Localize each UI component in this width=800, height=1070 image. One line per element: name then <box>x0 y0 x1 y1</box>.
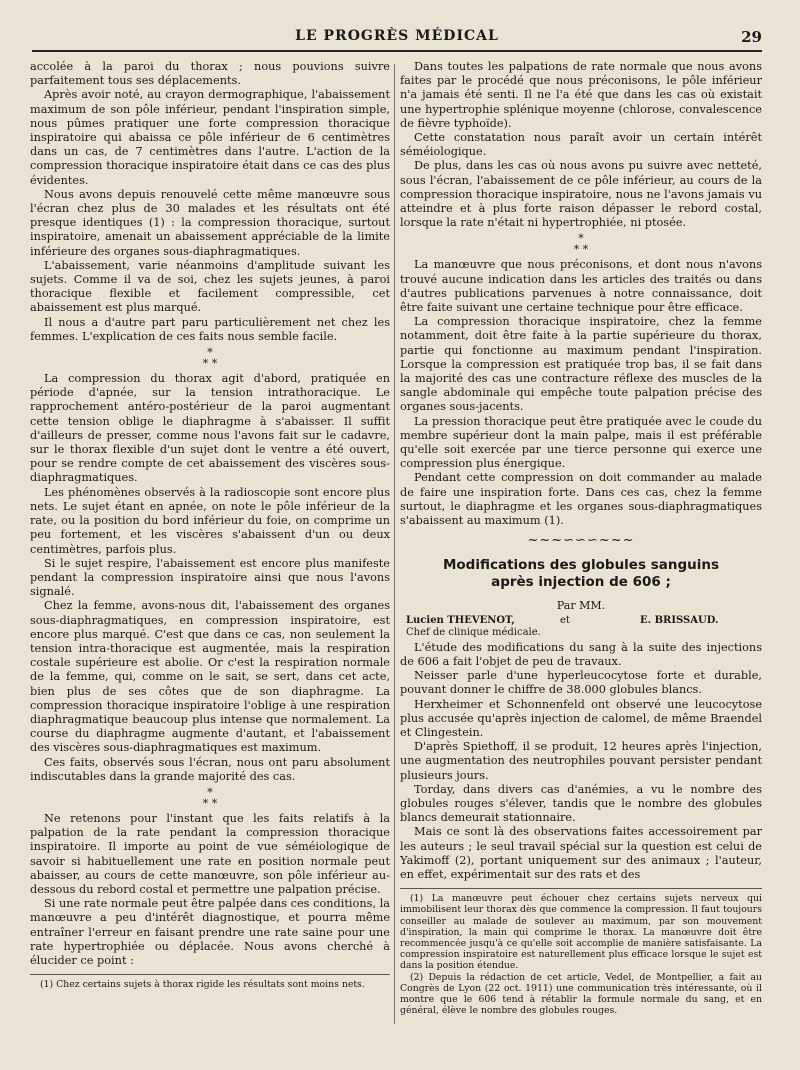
footnotes <box>400 888 762 1016</box>
left-column <box>30 60 390 990</box>
right-column <box>400 60 762 1016</box>
section-asterism: * * * <box>573 232 589 257</box>
paragraph: Chez la femme, avons-nous dit, l'abaissement des organes sous-diaphragmatiques, en compression inspiratoire, est encore plus marqué. C'est que dans ce cas, non seulement la tension intra-thoracique est augmentée, mais la respiration costale supérieure est abolie. Or c'est la respiration normale de la femme, qui, comme on le sait, se sert, dans cet acte, bien plus de ses côtes que de son diaphragme. La compression thoracique inspiratoire l'oblige à une respiration diaphragmatique beaucoup plus intense que normalement. La course du diaphragme augmente d'autant, et l'abaissement des viscères sous-diaphragmatiques est maximum. <box>30 599 390 755</box>
paragraph: De plus, dans les cas où nous avons pu suivre avec netteté, sous l'écran, l'abaissement de ce pôle inférieur, au cours de la compression thoracique inspiratoire, nous ne l'avons jamais vu atteindre et à plus forte raison dépasser le rebord costal, lorsque la rate n'était ni hypertrophiée, ni ptosée. <box>400 159 762 230</box>
paragraph: La compression thoracique inspiratoire, chez la femme notamment, doit être faite à la partie supérieure du thorax, partie qui fonctionne au maximum pendant l'inspiration. Lorsque la compression est pratiquée trop bas, il se fait dans la majorité des cas une contracture réflexe des muscles de la sangle abdominale qui empêche toute palpation précise des organes sous-jacents. <box>400 315 762 414</box>
footnotes <box>30 974 390 990</box>
paragraph: accolée à la paroi du thorax ; nous pouvions suivre parfaitement tous ses déplacements. <box>30 60 390 88</box>
paragraph: Ne retenons pour l'instant que les faits relatifs à la palpation de la rate pendant la compression thoracique inspiratoire. Il importe au point de vue séméiologique de savoir si habituellement une rate en position normale peut abaisser, au cours de cette manœuvre, son pôle inférieur au-dessous du rebord costal et permettre une palpation précise. <box>30 811 390 896</box>
paragraph: Nous avons depuis renouvelé cette même manœuvre sous l'écran chez plus de 30 malades et les résultats ont été presque identiques (1) : la compression thoracique, surtout inspiratoire, amenait un abaissement appréciable de la limite inférieure des organes sous-diaphragmatiques. <box>30 187 390 258</box>
paragraph: Pendant cette compression on doit commander au malade de faire une inspiration forte. Dans ces cas, chez la femme surtout, le diaphragme et les organes sous-diaphragmatiques s'abaissent au maximum (1). <box>400 471 762 528</box>
paragraph: Il nous a d'autre part paru particulièrement net chez les femmes. L'explication de ces faits nous semble facile. <box>30 315 390 343</box>
byline-intro: Par MM. <box>556 598 606 612</box>
article-title <box>400 557 762 591</box>
paragraph: La manœuvre que nous préconisons, et dont nous n'avons trouvé aucune indication dans les articles des traités ou dans d'autres publications parvenues à notre connaissance, doit être faite suivant une certaine technique pour être efficace. <box>400 258 762 315</box>
article-title-line: après injection de 606 ; <box>491 573 671 590</box>
paragraph: Torday, dans divers cas d'anémies, a vu le nombre des globules rouges s'élever, tandis que le nombre des globules blancs demeurait stationnaire. <box>400 782 762 825</box>
paragraph: Cette constatation nous paraît avoir un certain intérêt séméiologique. <box>400 131 762 159</box>
section-asterism: * * * <box>202 785 218 810</box>
author-conjunction: et <box>560 614 570 626</box>
footnote: (1) Chez certains sujets à thorax rigide les résultats sont moins nets. <box>40 979 365 991</box>
author-role: Chef de clinique médicale. <box>406 626 541 638</box>
paragraph: L'abaissement, varie néanmoins d'amplitude suivant les sujets. Comme il va de soi, chez les sujets jeunes, à paroi thoracique flexible et facilement compressible, cet abaissement est plus marqué. <box>30 258 390 315</box>
paragraph: Si le sujet respire, l'abaissement est encore plus manifeste pendant la compression inspiratoire ainsi que nous l'avons signalé. <box>30 556 390 599</box>
paragraph: Neisser parle d'une hyperleucocytose forte et durable, pouvant donner le chiffre de 38.000 globules blancs. <box>400 669 762 697</box>
footnote: (1) La manœuvre peut échouer chez certains sujets nerveux qui immobilisent leur thorax dès que commence la compression. Il faut toujours conseiller au malade de soulever au maximum, par son mouvement d'inspiration, la main qui comprime le thorax. La manœuvre doit être recommencée jusqu'à ce qu'elle soit accomplie de manière satisfaisante. La compression inspiratoire est naturellement plus efficace lorsque le sujet est dans la position étendue. <box>400 893 762 972</box>
authors <box>400 615 762 641</box>
author-name: E. BRISSAUD. <box>640 614 719 626</box>
column-divider <box>394 64 395 1024</box>
paragraph: Si une rate normale peut être palpée dans ces conditions, la manœuvre a peu d'intérêt diagnostique, et pourra même entraîner l'erreur en faisant prendre une rate saine pour une rate hypertrophiée ou déplacée. Nous avons cherché à élucider ce point : <box>30 897 390 967</box>
paragraph: La compression du thorax agit d'abord, pratiquée en période d'apnée, sur la tension intrathoracique. Le rapprochement antéro-postérieur de la paroi augmentant cette tension oblige le diaphragme à s'abaisser. Il suffit d'ailleurs de presser, comme nous l'avons fait sur le cadavre, sur le thorax flexible d'un sujet dont le ventre a été ouvert, pour se rendre compte de cet abaissement des viscères sous-diaphragmatiques. <box>30 372 390 485</box>
paragraph: Dans toutes les palpations de rate normale que nous avons faites par le procédé que nous préconisons, le pôle inférieur n'a jamais été senti. Il ne l'a été que dans les cas où existait une hypertrophie splénique moyenne (chlorose, convalescence de fièvre typhoïde). <box>400 60 762 130</box>
section-asterism: * * * <box>202 346 218 371</box>
paragraph: D'après Spiethoff, il se produit, 12 heures après l'injection, une augmentation des neutrophiles pouvant persister pendant plusieurs jours. <box>400 740 762 782</box>
article-title-line: Modifications des globules sanguins <box>442 556 720 573</box>
paragraph: La pression thoracique peut être pratiquée avec le coude du membre supérieur dont la main palpe, mais il est préférable qu'elle soit exercée par une tierce personne qui exerce une compression plus énergique. <box>400 414 762 471</box>
paragraph: Les phénomènes observés à la radioscopie sont encore plus nets. Le sujet étant en apnée, on note le pôle inférieur de la rate, ou la position du bord inférieur du foie, on comprime un peu fortement, et les viscères s'abaissent d'un ou deux centimètres, parfois plus. <box>30 485 390 556</box>
paragraph: L'étude des modifications du sang à la suite des injections de 606 a fait l'objet de peu de travaux. <box>400 640 762 668</box>
paragraph: Herxheimer et Schonnenfeld ont observé une leucocytose plus accusée qu'après injection de calomel, de même Braendel et Clingestein. <box>400 697 762 739</box>
paragraph: Ces faits, observés sous l'écran, nous ont paru absolument indiscutables dans la grande majorité des cas. <box>30 755 390 783</box>
journal-title: LE PROGRÈS MÉDICAL <box>295 28 499 44</box>
paragraph: Après avoir noté, au crayon dermographique, l'abaissement maximum de son pôle inférieur, pendant l'inspiration simple, nous pûmes pratiquer une forte compression thoracique inspiratoire qui abaissa ce pôle inférieur de 6 centimètres dans un cas, de 7 centimètres dans l'autre. L'action de la compression thoracique inspiratoire était dans ce cas des plus évidentes. <box>30 88 390 187</box>
author-name: Lucien THEVENOT, <box>406 614 515 626</box>
section-ornament: ~~~∽∽∽~~~ <box>527 533 635 549</box>
header-rule <box>32 50 762 52</box>
footnote: (2) Depuis la rédaction de cet article, Vedel, de Montpellier, a fait au Congrès de Lyon (22 oct. 1911) une communication très intéressante, où il montre que le 606 tend à rétablir la formule normale du sang, et en général, élève le nombre des globules rouges. <box>400 971 762 1017</box>
paragraph: Mais ce sont là des observations faites accessoirement par les auteurs ; le seul travail spécial sur la question est celui de Yakimoff (2), portant uniquement sur des animaux ; l'auteur, en effet, expérimentait sur des rats et des <box>400 825 762 881</box>
page-number: 29 <box>741 28 762 46</box>
running-header <box>32 28 762 50</box>
